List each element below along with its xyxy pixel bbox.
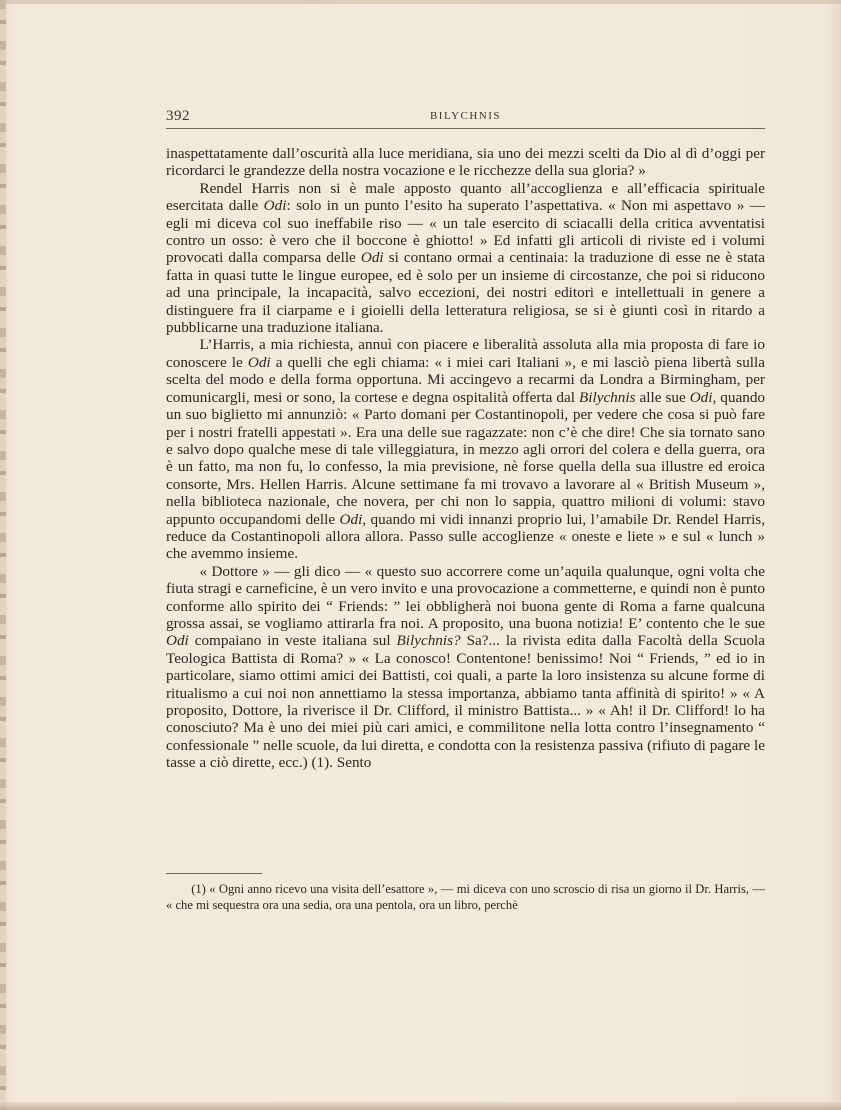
text-run: a quelli che egli chiama: « i miei cari Italiani », e mi lasciò piena libertà sulla scelta del modo e della forma opportuna. Mi accingevo a recarmi da Londra a Birmingham, per comunicargli, mesi or sono, la cortese e degna ospitalità offerta dal <box>166 353 765 406</box>
italic-text: Bilychnis? <box>396 632 461 650</box>
text-run: Sa?... la rivista edita dalla Facoltà della Scuola Teologica Battista di Roma? » « La conosco! Contentone! benissimo! Noi “ Friends, ” ed io in particolare, siamo ottimi amici dei Battisti, coi quali, a parte la loro insistenza su alcune forme di ritualismo a cui noi non annettiamo la stessa importanza, abbiamo tanta affinità di spirito! » « A proposito, Dottore, la riverisce il Dr. Clifford, il ministro Battista... » « Ah! il Dr. Clifford! lo ha conosciuto? Ma è uno dei miei più cari amici, e commilitone nella lotta contro l’insegnamento “ confessionale ” nelle scuole, da lui diretta, e condotta con la resistenza passiva (rifiuto di pagare le tasse a ciò dirette, ecc.) (1). Sento <box>166 632 765 772</box>
text-run: Rendel Harris non si è male apposto quanto all’accoglienza e all’efficacia spirituale esercitata dalle <box>166 179 765 215</box>
text-run: : solo in un punto l’esito ha superato l’aspettativa. « Non mi aspettavo » — egli mi diceva col suo ineffabile riso — « un tale esercito di sciacalli della critica avventatisi contro un osso: è vero che il boccone è ghiotto! » Ed infatti gli articoli di riviste ed i volumi provocati dalla comparsa delle <box>166 197 765 267</box>
paragraph <box>166 145 765 180</box>
italic-text: Odi <box>166 632 189 650</box>
text-run: , quando mi vidi innanzi proprio lui, l’amabile Dr. Rendel Harris, reduce da Costantinopoli allora allora. Passo sulle accoglienze « oneste e liete » e sul « lunch » che avemmo insieme. <box>166 510 766 563</box>
text-run: L’Harris, a mia richiesta, annuì con piacere e liberalità assoluta alla mia proposta di fare io conoscere le <box>166 336 765 371</box>
running-header <box>166 106 765 129</box>
text-run: si contano ormai a centinaia: la traduzione di esse ne è stata fatta in quasi tutte le lingue europee, ed è solo per un insieme di circostanze, che poi si riducono ad una principale, la incapacità, salvo eccezioni, dei nostri editori e intellettuali in genere a distinguere fra il ciarpame e i gioielli della letteratura religiosa, se si è giunti così in ritardo a pubblicarne una traduzione italiana. <box>166 249 766 337</box>
text-run: compaiano in veste italiana sul <box>188 632 397 650</box>
italic-text: Odi <box>360 249 384 267</box>
page-number: 392 <box>166 108 190 124</box>
text-run: alle sue <box>635 388 690 406</box>
footnote-divider <box>166 873 262 874</box>
text-run: , quando un suo biglietto mi annunziò: « Parto domani per Costantinopoli, per vedere che cosa si può fare per i nostri fratelli appestati ». Era una delle sue ragazzate: non c’è che dire! Che sia tornato sano e salvo dopo qualche mese di tale villeggiatura, in mezzo agli orrori del colera e della guerra, ora è un fatto, ma non fu, lo confesso, la mia previsione, nè forse quella della sua illustre ed eroica consorte, Mrs. Hellen Harris. Alcune settimane fa mi trovavo a lavorare al « British Museum », nella biblioteca nazionale, che novera, per chi non lo sappia, quattro milioni di volumi: stavo appunto occupandomi delle <box>166 388 766 528</box>
text-run: « Dottore » — gli dico — « questo suo accorrere come un’aquila qualunque, ogni volta che fiuta stragi e carneficine, è un vero invito e una provocazione a commetterne, e quindi non è punto conforme allo spirito dei “ Friends: ” lei obbligherà noi buona gente di Roma a farne qualcuna grossa assai, se vogliamo attirarla fra noi. A proposito, una buona notizia! E’ contento che le sue <box>166 562 765 632</box>
italic-text: Odi <box>263 197 287 215</box>
text-run: inaspettatamente dall’oscurità alla luce meridiana, sia uno dei mezzi scelti da Dio al dì d’oggi per ricordarci le grandezze della nostra vocazione e le ricchezze della sua gloria? » <box>166 145 765 180</box>
italic-text: Odi <box>689 388 713 406</box>
page-top-edge <box>0 0 841 4</box>
page-bottom-edge <box>0 1102 841 1110</box>
italic-text: Bilychnis <box>578 388 636 406</box>
italic-text: Odi <box>339 510 363 528</box>
footnote: (1) « Ogni anno ricevo una visita dell’esattore », — mi diceva con uno scroscio di risa un giorno il Dr. Harris, — « che mi sequestra ora una sedia, ora una pentola, ora un libro, perchè <box>166 882 765 912</box>
paragraph <box>166 180 765 337</box>
running-title: BILYCHNIS <box>429 110 502 122</box>
paragraph <box>166 563 765 772</box>
italic-text: Odi <box>247 353 271 371</box>
paragraph <box>166 336 765 562</box>
body-text <box>166 145 765 772</box>
page-left-edge <box>0 0 6 1110</box>
